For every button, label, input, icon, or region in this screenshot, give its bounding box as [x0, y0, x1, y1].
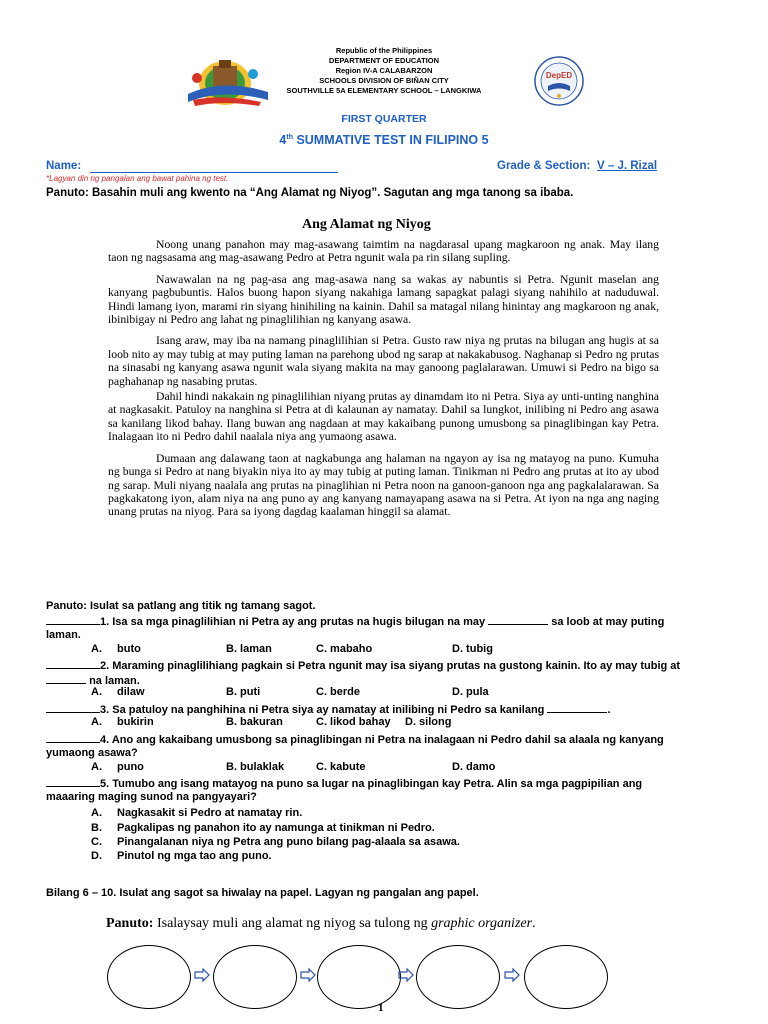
organizer-oval-3[interactable]: [317, 945, 401, 1009]
answer-blank-3[interactable]: [46, 702, 100, 713]
q4-option-a-letter: A.: [91, 761, 102, 773]
q5-choice-a: Nagkasakit si Pedro at namatay rin.: [117, 807, 303, 819]
q1-option-a: buto: [117, 643, 141, 655]
question-1-text-c: laman.: [46, 629, 81, 641]
organizer-oval-4[interactable]: [416, 945, 500, 1009]
q5-choice-d: Pinutol ng mga tao ang puno.: [117, 850, 272, 862]
story-paragraph-3: Isang araw, may iba na namang pinaglilihian si Petra. Gusto raw niya ng prutas na bilugan ang hugis at sa loob nito ay may tubig at may puting laman na parehong ubod ng sarap at nakakabusog. Naghanap si Pedro ng prutas na sinasabi ng kanyang asawa ngunit wala siyang makita na may ganoong paglalarawan. Umuwi si Pedro na bigo sa paghahanap ng nasabing prutas.: [108, 334, 659, 388]
q2-option-d: D. pula: [452, 686, 489, 698]
header-division: SCHOOLS DIVISION OF BIÑAN CITY: [319, 76, 449, 85]
q4-option-b: B. bulaklak: [226, 761, 285, 773]
q1-option-c: C. mabaho: [316, 643, 373, 655]
q3-option-b: B. bakuran: [226, 716, 283, 728]
instructions-answer: Panuto: Isulat sa patlang ang titik ng tamang sagot.: [46, 600, 316, 612]
test-title-text: SUMMATIVE TEST IN FILIPINO 5: [292, 133, 489, 148]
story-title: Ang Alamat ng Niyog: [302, 217, 431, 232]
q3-option-a-letter: A.: [91, 716, 102, 728]
arrow-right-icon: [398, 967, 414, 983]
organizer-instructions: [106, 916, 536, 932]
fill-blank-1[interactable]: [488, 614, 548, 625]
organizer-oval-2[interactable]: [213, 945, 297, 1009]
answer-blank-2[interactable]: [46, 658, 100, 669]
organizer-italic: graphic organizer: [431, 916, 533, 931]
question-5-text-b: maaaring maging sunod na pangyayari?: [46, 791, 257, 803]
arrow-right-icon: [194, 967, 210, 983]
test-title: [0, 130, 768, 148]
deped-seal-text: DepED: [545, 71, 573, 80]
question-4-text: 4. Ano ang kakaibang umusbong sa pinaglibingan ni Petra na inalagaan ni Pedro dahil sa alaala ng kanyang: [100, 734, 664, 746]
story-paragraph-5: Dumaan ang dalawang taon at nagkabunga ang halaman na ngayon ay isa ng matayog na puno. Kumuha ng bunga si Pedro at nang biyakin niya ito ay may tubig at puting laman. Tinikman ni Pedro ang prutas at ito ay ubod ng sarap. Muli niyang naalala ang prutas na pinaglihian ni Petra noon na ganoon-ganoon nga ang pagkalalarawan. Sa pagkakatong iyon, alam niya na ang puno ay ang kanyang namayapang asawa na si Petra. At iyon na nga ang naging unang prutas na niyog. Para sa iyong dagdag kaalaman hinggil sa alamat.: [108, 451, 659, 519]
name-note: *Lagyan din ng pangalan ang bawat pahina ng test.: [46, 174, 229, 183]
organizer-oval-5[interactable]: [524, 945, 608, 1009]
quarter-title: FIRST QUARTER: [341, 113, 427, 125]
question-2-text-b: na laman.: [89, 675, 140, 687]
test-number-sup: th: [286, 134, 293, 141]
name-label: Name:: [46, 160, 82, 172]
q1-option-a-letter: A.: [91, 643, 102, 655]
q5-choice-b-letter: B.: [91, 822, 102, 834]
organizer-oval-1[interactable]: [107, 945, 191, 1009]
q3-option-c: C. likod bahay: [316, 716, 391, 728]
answer-blank-1[interactable]: [46, 614, 100, 625]
q4-option-c: C. kabute: [316, 761, 366, 773]
organizer-end: .: [532, 916, 536, 931]
question-2: [46, 658, 711, 688]
story-paragraph-2: Nawawalan na ng pag-asa ang mag-asawa nang sa wakas ay nabuntis si Petra. Ngunit maselan ang kanyang pagbubuntis. Halos buong hapon siyang nakahiga lamang sapagkat palagi siyang nahihilo at naduduwal. Hindi lamang iyon, marami rin siyang hinihiling na kainin. Dahil sa matagal nilang hinintay ang magkaroon ng anak, ibinibigay ni Pedro ang lahat ng pinaglilihian ng kanyang asawa.: [108, 272, 659, 327]
question-4-text-b: yumaong asawa?: [46, 747, 138, 759]
story-body: [108, 238, 659, 527]
grade-section-label: Grade & Section:: [497, 160, 591, 172]
page-number: 1: [378, 1002, 384, 1014]
arrow-right-icon: [300, 967, 316, 983]
question-3-text-b: .: [607, 704, 611, 716]
answer-blank-5[interactable]: [46, 776, 100, 787]
q4-option-a: puno: [117, 761, 144, 773]
q1-option-b: B. laman: [226, 643, 272, 655]
question-1-text-b: sa loob at may puting: [551, 616, 665, 628]
q5-choice-a-letter: A.: [91, 807, 102, 819]
grade-section-value: V – J. Rizal: [597, 160, 658, 172]
q3-option-a: bukirin: [117, 716, 154, 728]
header-region: Region IV-A CALABARZON: [335, 66, 433, 75]
name-line[interactable]: [90, 172, 338, 173]
question-2-text: 2. Maraming pinaglilihiang pagkain si Petra ngunit may isa siyang prutas na gustong kainin. Ito ay may tubig at: [100, 660, 681, 672]
q5-choice-c-letter: C.: [91, 836, 102, 848]
question-5: [46, 776, 711, 804]
question-4: [46, 732, 711, 760]
q2-option-a: dilaw: [117, 686, 145, 698]
fill-blank-2[interactable]: [46, 673, 86, 684]
answer-blank-4[interactable]: [46, 732, 100, 743]
instructions-read: Panuto: Basahin muli ang kwento na “Ang Alamat ng Niyog”. Sagutan ang mga tanong sa ibaba.: [46, 187, 574, 199]
header-school: SOUTHVILLE 5A ELEMENTARY SCHOOL – LANGKIWA: [286, 86, 482, 95]
header-deped: DEPARTMENT OF EDUCATION: [328, 56, 440, 65]
story-paragraph-4: Dahil hindi nakakain ng pinaglilihian niyang prutas ay dinamdam ito ni Petra. Siya ay unti-unting nanghina at nagkasakit. Patuloy na nanghina si Petra at di kalaunan ay namatay. Dahil sa lungkot, inilibing ni Pedro ang asawa sa kanilang likod bahay. Ilang buwan ang nagdaan at may kakaibang punong umusbong sa pinaglibingan kay Petra. Inalagaan ito ni Pedro dahil naalala niya ang yumaong asawa.: [108, 390, 659, 444]
instructions-essay: Bilang 6 – 10. Isulat ang sagot sa hiwalay na papel. Lagyan ng pangalan ang papel.: [46, 887, 479, 899]
question-1: [46, 614, 711, 642]
question-3-text: 3. Sa patuloy na panghihina ni Petra siya ay namatay at inilibing ni Pedro sa kanilang: [100, 704, 545, 716]
question-5-text: 5. Tumubo ang isang matayog na puno sa lugar na pinaglibingan kay Petra. Alin sa mga pagpipilian ang: [100, 778, 643, 790]
question-1-text: 1. Isa sa mga pinaglilihian ni Petra ay ang prutas na hugis bilugan na may: [100, 616, 486, 628]
arrow-right-icon: [504, 967, 520, 983]
q2-option-c: C. berde: [316, 686, 361, 698]
question-3: [46, 702, 711, 717]
header-republic: Republic of the Philippines: [335, 46, 433, 55]
q5-choice-b: Pagkalipas ng panahon ito ay namunga at tinikman ni Pedro.: [117, 822, 435, 834]
q1-option-d: D. tubig: [452, 643, 493, 655]
organizer-label: Panuto:: [106, 916, 154, 931]
q2-option-b: B. puti: [226, 686, 261, 698]
q5-choice-c: Pinangalanan niya ng Petra ang puno bilang pag-alaala sa asawa.: [117, 836, 460, 848]
q5-choice-d-letter: D.: [91, 850, 102, 862]
q4-option-d: D. damo: [452, 761, 496, 773]
q3-option-d: D. silong: [405, 716, 452, 728]
story-paragraph-1: Noong unang panahon may mag-asawang taimtim na nagdarasal upang magkaroon ng anak. May ilang taon ng nagsasama ang mag-asawang Pedro at Petra ngunit wala pa rin silang supling.: [108, 238, 659, 265]
test-number: 4: [279, 133, 287, 148]
organizer-text: Isalaysay muli ang alamat ng niyog sa tulong ng: [153, 916, 432, 931]
fill-blank-3[interactable]: [547, 702, 607, 713]
q2-option-a-letter: A.: [91, 686, 102, 698]
